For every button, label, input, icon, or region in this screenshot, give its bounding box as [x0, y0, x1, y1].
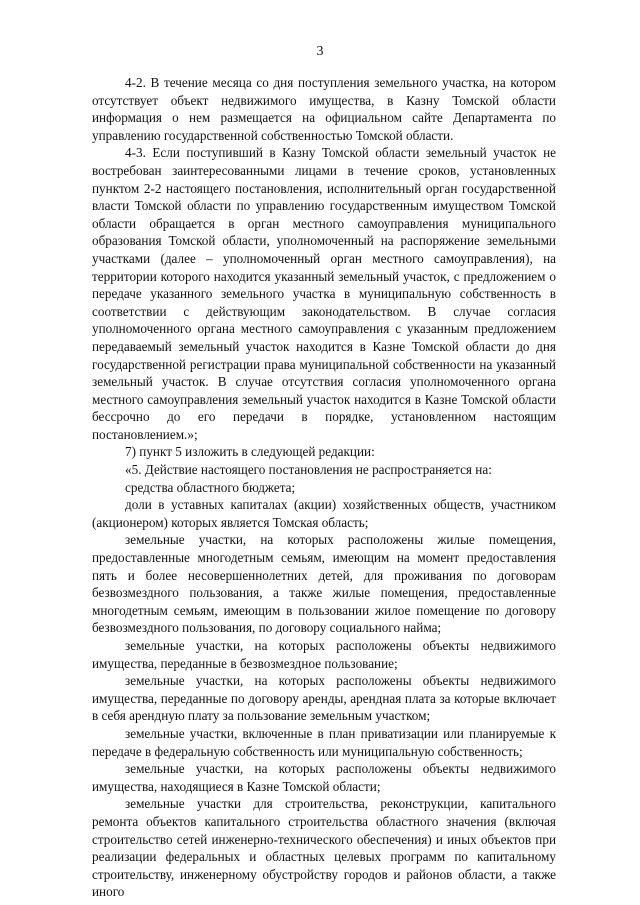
paragraph-list-item: земельные участки, на которых расположены объекты недвижимого имущества, переданные по договору аренды, арендная плата за которые включает в себя арендную плату за пользование земельным участком;: [92, 673, 556, 724]
paragraph-4-2: 4-2. В течение месяца со дня поступления земельного участка, на котором отсутствует объект недвижимого имущества, в Казну Томской области информация о нем размещается на официальном сайте Департамента по управлению государственной собственностью Томской области.: [92, 75, 556, 143]
paragraph-list-item: земельные участки, на которых расположены жилые помещения, предоставленные многодетным семьям, имеющим на момент предоставления пять и более несовершеннолетних детей, для проживания по договорам безвозмездного пользования, а также жилые помещения, предоставленные многодетным семьям, имеющим в пользовании жилое помещение по договору безвозмездного пользования, по договору социального найма;: [92, 532, 556, 636]
paragraph-list-item: земельные участки для строительства, реконструкции, капитального ремонта объектов капитального строительства областного значения (включая строительство сетей инженерно-технического обеспечения) и иных объектов при реализации федеральных и областных целевых программ по капитальному строительству, инженерному обустройству городов и районов области, а также иного: [92, 796, 556, 900]
document-body: [92, 74, 556, 901]
paragraph-list-item: земельные участки, на которых расположены объекты недвижимого имущества, находящиеся в Казне Томской области;: [92, 761, 556, 794]
paragraph-list-item: земельные участки, включенные в план приватизации или планируемые к передаче в федеральную собственность или муниципальную собственность;: [92, 725, 556, 759]
paragraph-item-7: 7) пункт 5 изложить в следующей редакции:: [125, 444, 375, 460]
paragraph-list-item: средства областного бюджета;: [125, 479, 296, 495]
page-number: 3: [316, 44, 324, 59]
paragraph-list-item: земельные участки, на которых расположены объекты недвижимого имущества, переданные в безвозмездное пользование;: [92, 638, 556, 671]
paragraph-4-3: 4-3. Если поступивший в Казну Томской области земельный участок не востребован заинтересованными лицами в течение сроков, установленных пунктом 2-2 настоящего постановления, исполнительный орган государственной власти Томской области по управлению государственным имуществом Томской области обращается в орган местного самоуправления муниципального образования Томской области, уполномоченный на распоряжение земельными участками (далее – уполномоченный орган местного самоуправления), на территории которого находится указанный земельный участок, с предложением о передаче указанного земельного участка в муниципальную собственность в соответствии с действующим законодательством. В случае согласия уполномоченного органа местного самоуправления с указанным предложением передаваемый земельный участок находится в Казне Томской области до дня государственной регистрации права муниципальной собственности на указанный земельный участок. В случае отсутствия согласия уполномоченного органа местного самоуправления земельный участок находится в Казне Томской области бессрочно до его передачи в порядке, установленном настоящим постановлением.»;: [92, 145, 556, 442]
paragraph-point-5-intro: «5. Действие настоящего постановления не распространяется на:: [125, 462, 492, 478]
paragraph-list-item: доли в уставных капиталах (акции) хозяйственных обществ, участником (акционером) которых является Томская область;: [92, 497, 556, 530]
